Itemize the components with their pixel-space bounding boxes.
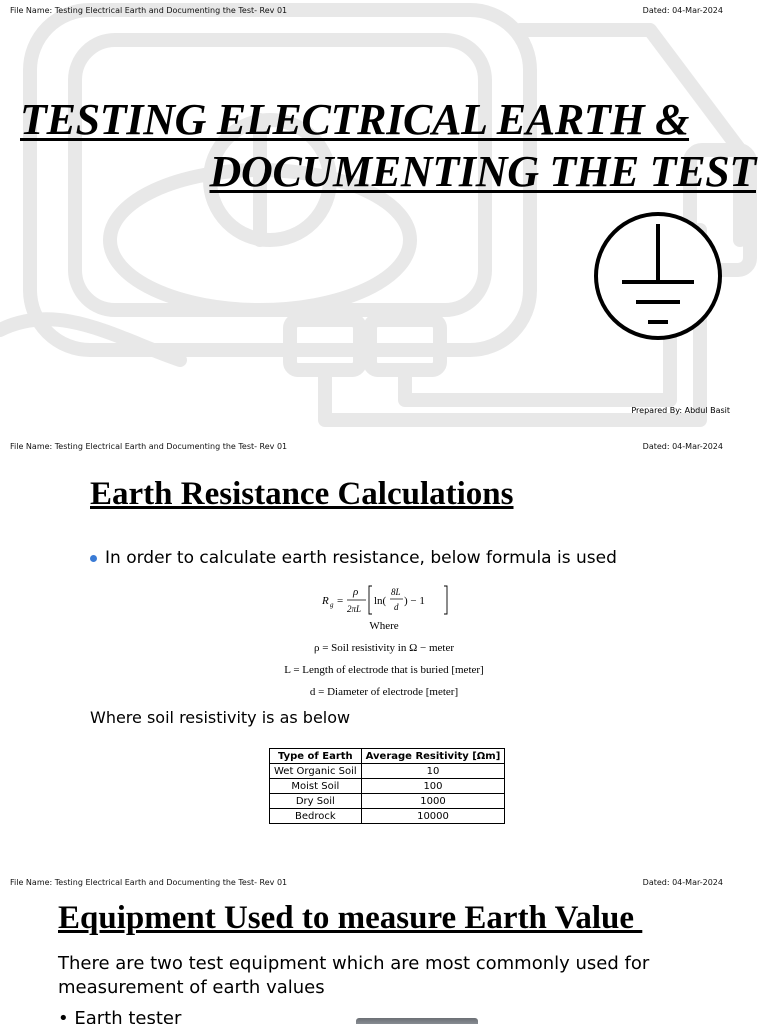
table-header-row	[270, 749, 505, 764]
soil-resistivity-table	[269, 748, 505, 824]
formula-lhs: R	[322, 595, 329, 607]
formula-inner-den: d	[394, 602, 399, 612]
bullet-text: In order to calculate earth resistance, below formula is used	[105, 548, 617, 568]
bullet-text: Earth tester	[74, 1008, 182, 1024]
formula-where: Where	[369, 620, 399, 632]
table-cell: 100	[361, 779, 505, 794]
slide-title: Earth Resistance Calculations	[90, 476, 514, 512]
table-row	[270, 809, 505, 824]
title-line-1: TESTING ELECTRICAL EARTH &	[20, 95, 690, 144]
date-header: Dated: 04-Mar-2024	[642, 878, 723, 887]
formula-num: ρ	[353, 586, 359, 598]
soil-intro-text: Where soil resistivity is as below	[90, 708, 351, 727]
bullet-item	[90, 548, 617, 568]
table-row	[270, 794, 505, 809]
formula-ln: ln(	[374, 595, 387, 607]
prepared-by: Prepared By: Abdul Basit	[631, 406, 730, 415]
bullet-dot-icon: •	[58, 1008, 69, 1024]
definition-diameter: d = Diameter of electrode [meter]	[309, 686, 459, 698]
date-header: Dated: 04-Mar-2024	[642, 6, 723, 15]
title-slide	[0, 0, 768, 436]
table-cell: Moist Soil	[270, 779, 362, 794]
title-line-2: DOCUMENTING THE TEST	[209, 147, 756, 196]
formula-lhs-sub: g	[330, 601, 334, 609]
bullet-dot-icon	[90, 555, 97, 562]
slide-title: Equipment Used to measure Earth Value	[58, 900, 643, 936]
bullet-item	[58, 1008, 181, 1024]
table-cell: 1000	[361, 794, 505, 809]
table-header-cell: Type of Earth	[270, 749, 362, 764]
table-cell: Bedrock	[270, 809, 362, 824]
earth-tester-photo	[356, 1018, 478, 1024]
earth-resistance-slide	[0, 436, 768, 872]
earth-ground-icon	[592, 210, 724, 342]
table-cell: Dry Soil	[270, 794, 362, 809]
date-header: Dated: 04-Mar-2024	[642, 442, 723, 451]
definition-rho: ρ = Soil resistivity in Ω − meter	[313, 642, 455, 654]
formula-tail: ) − 1	[404, 595, 425, 607]
definition-length: L = Length of electrode that is buried [meter]	[284, 664, 484, 676]
table-cell: 10000	[361, 809, 505, 824]
formula-den: 2πL	[347, 604, 362, 614]
table-row	[270, 764, 505, 779]
table-header-cell: Average Resitivity [Ωm]	[361, 749, 505, 764]
table-cell: Wet Organic Soil	[270, 764, 362, 779]
file-name-header: File Name: Testing Electrical Earth and Documenting the Test- Rev 01	[10, 6, 288, 15]
file-name-header: File Name: Testing Electrical Earth and Documenting the Test- Rev 01	[10, 878, 288, 887]
file-name-header: File Name: Testing Electrical Earth and Documenting the Test- Rev 01	[10, 442, 288, 451]
intro-text: There are two test equipment which are most commonly used for measurement of earth values	[58, 953, 650, 998]
resistance-formula	[320, 582, 460, 618]
formula-inner-num: 8L	[391, 587, 401, 597]
table-cell: 10	[361, 764, 505, 779]
formula-equals: =	[337, 595, 344, 607]
table-row	[270, 779, 505, 794]
equipment-slide	[0, 872, 768, 1024]
